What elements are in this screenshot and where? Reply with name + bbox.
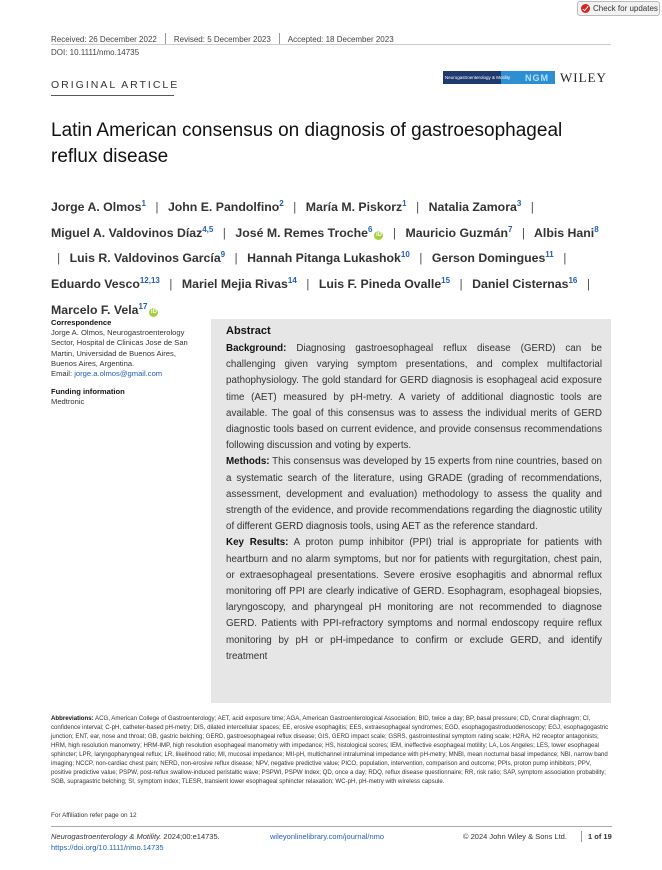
author-name[interactable]	[472, 277, 577, 291]
author-name-text: Miguel A. Valdovinos Díaz	[51, 225, 203, 240]
accepted-date: Accepted: 18 December 2023	[287, 34, 394, 44]
affiliation-note: For Affiliation refer page on 12	[51, 812, 137, 819]
orcid-icon[interactable]: iD	[375, 231, 382, 238]
author-list	[51, 193, 616, 321]
citation-text: 2024;00:e14735.	[161, 832, 220, 841]
correspondence-email-row	[51, 369, 199, 379]
author-affiliation-marker[interactable]: 14	[287, 276, 297, 286]
funding-heading: Funding information	[51, 387, 125, 397]
author-affiliation-marker[interactable]: 9	[220, 250, 226, 260]
author-affiliation-marker[interactable]: 12,13	[139, 276, 160, 286]
author-name-text: Marcelo F. Vela	[51, 302, 139, 317]
funding-text: Medtronic	[51, 397, 85, 407]
journal-name: Neurogastroenterology & Motility.	[51, 832, 162, 841]
author-separator: |	[234, 251, 238, 266]
author-name-text: Luis F. Pineda Ovalle	[318, 277, 442, 292]
author-separator: |	[459, 277, 463, 292]
abstract-box	[211, 319, 611, 703]
author-separator: |	[155, 200, 159, 215]
correspondence-heading: Correspondence	[51, 318, 112, 327]
journal-logo-text: Neurogastroenterology & Motility	[445, 75, 511, 80]
author-separator: |	[392, 225, 397, 240]
author-name[interactable]	[247, 251, 410, 265]
abstract-methods	[226, 454, 602, 535]
author-name-text: José M. Remes Troche	[235, 225, 368, 240]
author-affiliation-marker[interactable]: 15	[441, 276, 451, 286]
author-affiliation-marker[interactable]: 17	[138, 301, 148, 311]
author-affiliation-marker[interactable]: 10	[400, 250, 410, 260]
correspondence-panel	[51, 318, 199, 408]
author-name[interactable]	[319, 277, 450, 291]
footer-doi-link[interactable]: https://doi.org/10.1111/nmo.14735	[51, 843, 164, 852]
author-name[interactable]	[51, 200, 146, 214]
journal-website-link[interactable]: wileyonlinelibrary.com/journal/nmo	[270, 832, 385, 841]
author-name[interactable]	[51, 303, 158, 317]
check-for-updates-label: Check for updates	[593, 4, 658, 13]
background-label: Background:	[226, 343, 287, 354]
author-separator: |	[530, 200, 534, 215]
author-name[interactable]	[51, 277, 160, 291]
results-label: Key Results:	[226, 537, 289, 549]
background-text: Diagnosing gastroesophageal reflux disease (GERD) can be challenging given varying symptom presentations, and complex multifactorial pathophysiology. The gold standard for GERD diagnosis is esophageal acid exposure time (AET) measured by pH-metry. A variety of additional diagnostic tools are available. The goal of this consensus was to assess the individual merits of GERD diagnostic tools based on current evidence, and provide consensus recommendations following discussion and voting by experts.	[226, 343, 602, 452]
author-name[interactable]	[235, 226, 383, 240]
author-name[interactable]	[432, 251, 554, 265]
abstract-background	[226, 341, 602, 454]
author-separator: |	[169, 277, 173, 292]
article-type-label: ORIGINAL ARTICLE	[51, 79, 180, 91]
author-name-text: María M. Piskorz	[305, 200, 403, 215]
author-separator: |	[57, 251, 61, 266]
abbreviations-block	[51, 714, 612, 786]
author-name-text: Jorge A. Olmos	[51, 200, 142, 215]
orcid-icon[interactable]: iD	[150, 308, 157, 315]
author-name-text: Daniel Cisternas	[472, 277, 569, 292]
received-date: Received: 26 December 2022	[51, 34, 157, 44]
author-name[interactable]	[406, 226, 513, 240]
author-name-text: Luis R. Valdovinos García	[69, 251, 221, 266]
author-name-text: John E. Pandolfino	[167, 200, 280, 215]
title-line-1: Latin American consensus on diagnosis of gastroesophageal	[51, 120, 563, 141]
author-separator: |	[306, 277, 310, 292]
author-affiliation-marker[interactable]: 4,5	[202, 224, 214, 234]
author-name[interactable]	[534, 226, 599, 240]
author-name-text: Mauricio Guzmán	[405, 225, 508, 240]
abbreviations-label: Abbreviations:	[51, 715, 94, 722]
journal-logo-abbr: NGM	[525, 72, 549, 83]
author-name-text: Mariel Mejia Rivas	[181, 277, 288, 292]
author-separator: |	[563, 251, 567, 266]
correspondence-email-link[interactable]: jorge.a.olmos@gmail.com	[74, 369, 163, 379]
check-for-updates-button[interactable]	[577, 1, 660, 16]
author-name-text: Natalia Zamora	[428, 200, 517, 215]
abbreviations-text: ACG, American College of Gastroenterology; AET, acid exposure time; AGA, American Gastroenterological Association; BID, twice a day; BP, basal pressure; CD, Crural diaphragm; CI, confidence interval; C-pH, catheter-based pH-metry; DIS, dilated intercellular spaces; EE, erosive esophagitis; EES, extraesophageal syndromes; EGD, esophagogastroduodenoscopy; EGJ, esophagogastric junction; ENT, ear, nose and throat; GB, gastric belching; GERD, gastroesophageal reflux disease; GIS, GERD impact scale; GSRS, gastrointestinal symptom rating scale; H2RA, H2 receptor antagonists; HRM, high resolution manometry; HRM-IMP, high resolution esophageal manometry with impedance; HS, histological scores; IEM, ineffective esophageal motility; LA, Los Angeles; LES, lower esophageal sphincter; LPR, laryngopharyngeal reflux; LR, likelihood ratio; MI, mucosal impedance; MII-pH, multichannel intraluminal impedance with pH-metry; MNBI, mean nocturnal basal impedance; NBI, narrow band imaging; NCCP, non-cardiac chest pain; NERD, non-erosive reflux disease; NPV, negative predictive value; PICO, population, intervention, comparison and outcome; PPIs, proton pump inhibitors; PPV, positive predictive value; PSPW, post-reflux swallow-induced peristaltic wave; PSPWI, PSPW Index; QD, once a day; RDQ, reflux disease questionnaire; RR, risk ratio; SAP, symptom association probability; SGB, supragastric belching; SI, symptom index; TLESR, transient lower esophageal sphincter relaxation; WC-pH, pH-metry with wireless capsule.	[51, 715, 609, 785]
author-name[interactable]	[306, 200, 407, 214]
copyright-notice: © 2024 John Wiley & Sons Ltd.	[463, 832, 567, 841]
author-affiliation-marker[interactable]: 1	[402, 199, 407, 208]
footer-divider	[51, 826, 612, 827]
author-affiliation-marker[interactable]: 6	[368, 224, 373, 234]
header-divider	[51, 44, 611, 45]
methods-text: This consensus was developed by 15 experts from nine countries, based on a systematic search of the literature, using GRADE (grading of recommendations, assessment, development and evaluation) methodology to assess the quality and strength of the evidence, and provide recommendations regarding the diagnostic utility of different GERD diagnosis tools, using AET as the reference standard.	[226, 456, 603, 533]
page-number: 1 of 19	[581, 831, 612, 842]
author-affiliation-marker[interactable]: 11	[545, 250, 554, 260]
author-name[interactable]	[168, 200, 284, 214]
results-text: A proton pump inhibitor (PPI) trial is appropriate for patients with heartburn and no alarm symptoms, but nor for patients with regurgitation, chest pain, or extraesophageal presentations. Severe erosive esophagitis and abnormal reflux monitoring off PPI are clearly indicative of GERD. Esophagram, esophageal biopsies, laryngoscopy, and pharyngeal pH monitoring are not recommended to diagnose GERD. Patients with PPI-refractory symptoms and normal endoscopy require reflux monitoring by pH or pH-impedance to confirm or exclude GERD, and identify treatment	[226, 537, 602, 662]
author-affiliation-marker[interactable]: 7	[508, 224, 513, 234]
author-separator: |	[419, 251, 423, 266]
email-label: Email:	[51, 369, 73, 379]
author-name[interactable]	[51, 226, 213, 240]
author-affiliation-marker[interactable]: 16	[568, 276, 578, 286]
journal-logo	[443, 71, 555, 84]
check-updates-icon	[581, 4, 590, 13]
article-type-underline	[51, 95, 174, 96]
correspondence-text: Jorge A. Olmos, Neurogastroenterology Sector, Hospital de Clinicas Jose de San Martin, Universidad de Buenos Aires, Buenos Aires, Argentina.	[51, 328, 188, 368]
article-title	[51, 118, 611, 170]
publisher-logo: WILEY	[560, 70, 607, 85]
author-separator: |	[222, 225, 226, 240]
author-separator: |	[293, 200, 297, 215]
abstract-heading: Abstract	[226, 325, 271, 337]
author-separator: |	[586, 277, 591, 292]
author-affiliation-marker[interactable]: 3	[516, 199, 522, 208]
article-doi: DOI: 10.1111/nmo.14735	[51, 48, 140, 57]
abstract-results	[226, 535, 602, 665]
author-name-text: Eduardo Vesco	[51, 277, 140, 292]
funding-block	[51, 387, 199, 407]
methods-label: Methods:	[226, 456, 270, 468]
author-name-text: Gerson Domingues	[431, 251, 546, 266]
author-name-text: Albis Hani	[534, 225, 595, 240]
author-separator: |	[416, 200, 420, 215]
author-affiliation-marker[interactable]: 2	[279, 199, 284, 208]
title-line-2: reflux disease	[51, 146, 169, 167]
author-name-text: Hannah Pitanga Lukashok	[247, 251, 401, 266]
author-separator: |	[521, 225, 526, 240]
author-affiliation-marker[interactable]: 1	[141, 199, 146, 208]
author-name[interactable]	[182, 277, 297, 291]
revised-date: Revised: 5 December 2023	[173, 34, 271, 44]
journal-citation	[51, 831, 220, 842]
author-affiliation-marker[interactable]: 8	[594, 224, 599, 234]
author-name[interactable]	[70, 251, 225, 265]
author-name[interactable]	[429, 200, 522, 214]
